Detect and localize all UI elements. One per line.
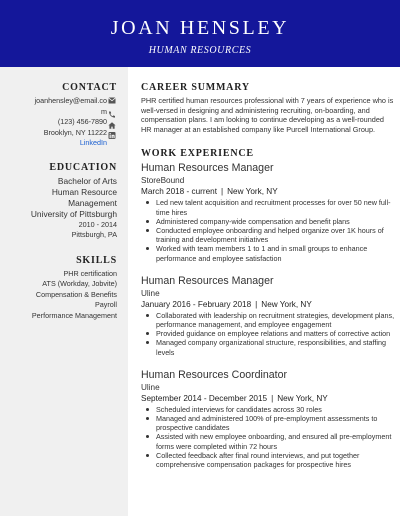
job-bullet: Assisted with new employee onboarding, and ensured all pre-employment forms were completed within 72 hours <box>141 432 395 450</box>
linkedin-link[interactable]: LinkedIn <box>79 138 107 147</box>
job-bullet: Led new talent acquisition and recruitment processes for over 50 new full-time hires <box>141 198 395 216</box>
skill-item: Compensation & Benefits <box>35 289 117 299</box>
resume-header <box>0 0 400 67</box>
contact-phone: (123) 456-7890 <box>57 117 107 126</box>
job-bullets <box>141 405 395 469</box>
job-dates: March 2018 - current | New York, NY <box>141 187 278 197</box>
education-location: Pittsburgh, PA <box>71 230 117 239</box>
education-degree: Bachelor of Arts <box>57 175 117 186</box>
job-dates: September 2014 - December 2015 | New York, NY <box>141 393 328 403</box>
job-bullet: Managed company organizational structure, responsibilities, and staffing levels <box>141 338 395 356</box>
skill-item: Payroll <box>95 300 117 309</box>
job-entry <box>141 162 395 262</box>
summary-text: PHR certified human resources professional with 7 years of experience who is well-versed in designing and administering recruiting, on-boarding, and compensation plans. I am looking to continue developing as a well-rounded HR manager at an established company like Purcell International Group. <box>141 96 394 134</box>
education-block <box>6 176 117 241</box>
skill-item: Performance Management <box>31 310 117 320</box>
job-title: Human Resources Manager <box>141 274 274 287</box>
education-heading: EDUCATION <box>49 161 117 173</box>
job-bullet: Provided guidance on employee relations and matters of corrective action <box>141 329 395 338</box>
job-company: Uline <box>141 382 160 392</box>
skills-list <box>6 269 117 322</box>
contact-location: Brooklyn, NY 11222 <box>43 127 107 137</box>
home-icon <box>108 122 116 129</box>
job-company: Uline <box>141 288 160 298</box>
contact-email[interactable]: joanhensley@email.co m <box>34 96 107 116</box>
job-entry <box>141 369 395 469</box>
job-bullet: Managed and administered 100% of pre-employment assessments to prospective candidates <box>141 414 395 432</box>
job-bullet: Collected feedback after final round interviews, and put together comprehensive compensation packages for prospective hires <box>141 451 395 469</box>
summary-heading: CAREER SUMMARY <box>141 82 250 93</box>
education-field-line2: Management <box>68 197 117 208</box>
candidate-name: JOAN HENSLEY <box>110 17 290 39</box>
contact-heading: CONTACT <box>62 82 117 93</box>
candidate-role: HUMAN RESOURCES <box>148 45 252 56</box>
main-column <box>141 67 395 469</box>
job-title: Human Resources Manager <box>141 162 274 175</box>
education-years: 2010 - 2014 <box>78 219 117 229</box>
mail-icon <box>108 97 116 104</box>
education-field-line1: Human Resource <box>51 186 117 197</box>
job-company: StoreBound <box>141 176 185 186</box>
skills-heading: SKILLS <box>76 254 117 266</box>
job-dates: January 2016 - February 2018 | New York, NY <box>141 299 312 309</box>
job-bullet: Worked with team members 1 to 1 and in small groups to enhance performance and employee satisfaction <box>141 244 395 262</box>
job-bullet: Conducted employee onboarding and helped organize over 1K hours of training and development initiatives <box>141 226 395 244</box>
skill-item: ATS (Workday, Jobvite) <box>42 279 117 288</box>
job-entry <box>141 275 395 357</box>
contact-block <box>6 96 117 149</box>
job-bullets <box>141 311 395 357</box>
linkedin-icon <box>108 132 116 139</box>
skill-item: PHR certification <box>63 268 117 278</box>
phone-icon <box>108 111 116 118</box>
experience-heading: WORK EXPERIENCE <box>141 148 254 160</box>
job-bullet: Collaborated with leadership on recruitment strategies, development plans, performance management, and employee engagement <box>141 311 395 329</box>
job-bullet: Administered company-wide compensation and benefit plans <box>141 217 395 226</box>
job-bullets <box>141 198 395 262</box>
education-school: University of Pittsburgh <box>30 208 117 219</box>
job-bullet: Scheduled interviews for candidates across 30 roles <box>141 405 395 414</box>
job-title: Human Resources Coordinator <box>141 368 288 381</box>
